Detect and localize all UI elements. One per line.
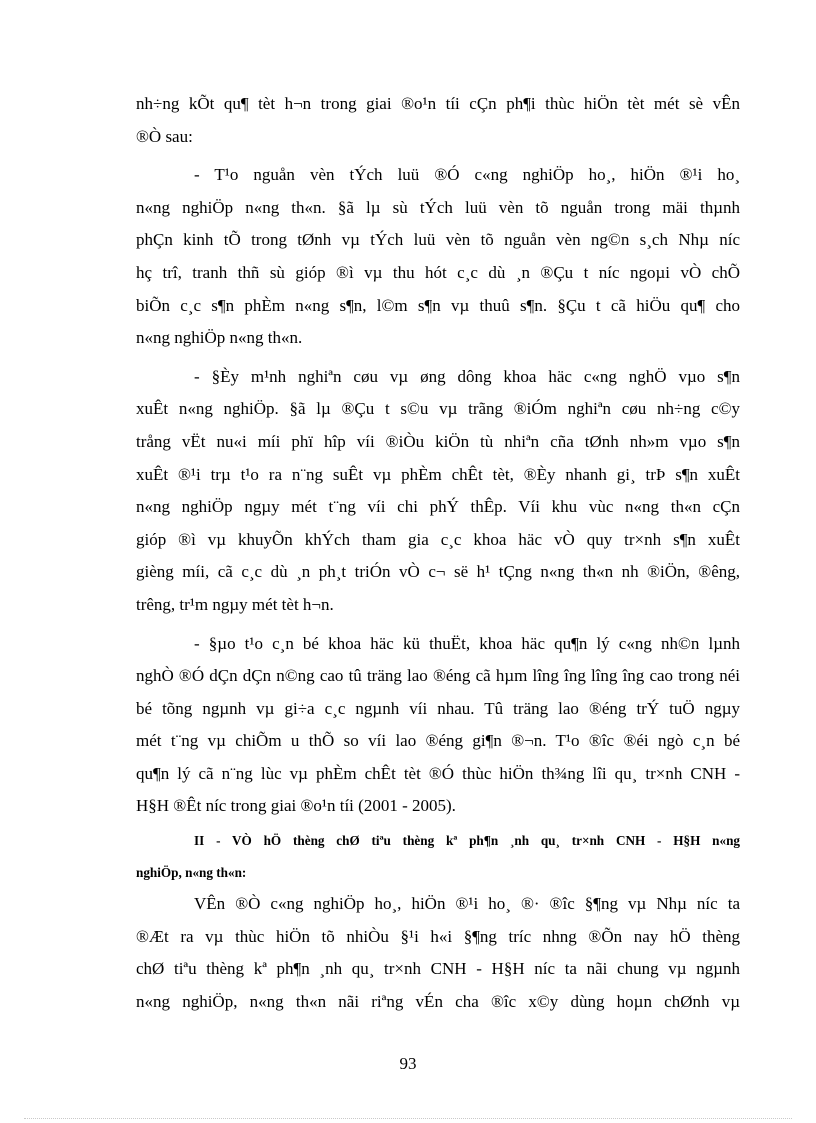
text-line: gièng míi, cã c¸c dù ¸n ph¸t triÓn vÒ c¬ së h¹ tÇng n«ng th«n nh ®iÖn, ®êng, xyxy=(136,562,740,582)
text-line: n«ng nghiÖp n«ng th«n. xyxy=(136,328,303,348)
text-line: n«ng nghiÖp, n«ng th«n nãi riªng vÉn cha ®îc x©y dùng hoµn chØnh vµ xyxy=(136,991,740,1011)
document-body xyxy=(136,88,740,1018)
paragraph-4 xyxy=(136,628,740,824)
text-line: phÇn kinh tÕ trong tØnh vµ tÝch luü vèn tõ nguån vèn ng©n s¸ch Nhµ níc xyxy=(136,230,740,250)
text-line: - T¹o nguån vèn tÝch luü ®Ó c«ng nghiÖp ho¸, hiÖn ®¹i ho¸ xyxy=(194,165,740,185)
section-heading xyxy=(136,825,740,888)
paragraph-2 xyxy=(136,159,740,355)
text-line: n«ng nghiÖp n«ng th«n. §ã lµ sù tÝch luü vèn tõ nguån trong mäi thµnh xyxy=(136,197,740,217)
text-line: qu¶n lý cã n¨ng lùc vµ phÈm chÊt tèt ®Ó thùc hiÖn th¾ng lîi qu¸ tr×nh CNH - xyxy=(136,763,740,783)
text-line: xuÊt ®¹i trµ t¹o ra n¨ng suÊt vµ phÈm chÊt tèt, ®Èy nhanh gi¸ trÞ s¶n xuÊt xyxy=(136,464,740,484)
paragraph-1 xyxy=(136,88,740,153)
text-line: biÕn c¸c s¶n phÈm n«ng s¶n, l©m s¶n vµ thuû s¶n. §Çu t cã hiÖu qu¶ cho xyxy=(136,295,740,315)
text-line: chØ tiªu thèng kª ph¶n ¸nh qu¸ tr×nh CNH - H§H níc ta nãi chung vµ ngµnh xyxy=(136,959,740,979)
text-line: nghÒ ®Ó dÇn dÇn n©ng cao tû träng lao ®éng cã hµm lîng îng lîng îng cao trong néi xyxy=(136,666,740,686)
text-line: mét t¨ng vµ chiÕm u thÕ so víi lao ®éng gi¶n ®¬n. T¹o ®îc ®éi ngò c¸n bé xyxy=(136,731,740,751)
text-line: bé tõng ngµnh vµ gi÷a c¸c ngµnh víi nhau. Tû träng lao ®éng trÝ tuÖ ngµy xyxy=(136,698,740,718)
heading-line: II - VÒ hÖ thèng chØ tiªu thèng kª ph¶n ¸nh qu¸ tr×nh CNH - H§H n«ng xyxy=(194,833,740,849)
text-line: ®Ò sau: xyxy=(136,126,193,146)
text-line: hç trî, tranh thñ sù gióp ®ì vµ thu hót c¸c dù ¸n ®Çu t níc ngoµi vÒ chÕ xyxy=(136,262,740,282)
text-line: - §Èy m¹nh nghiªn cøu vµ øng dông khoa häc c«ng nghÖ vµo s¶n xyxy=(194,366,740,386)
text-line: VÊn ®Ò c«ng nghiÖp ho¸, hiÖn ®¹i ho¸ ®· ®îc §¶ng vµ Nhµ níc ta xyxy=(194,894,740,914)
page-number: 93 xyxy=(399,1054,417,1073)
text-line: ®Æt ra vµ thùc hiÖn tõ nhiÒu §¹i h«i §¶ng tríc nhng ®Õn nay hÖ thèng xyxy=(136,926,740,946)
text-line: n«ng nghiÖp ngµy mét t¨ng víi chi phÝ thÊp. Víi khu vùc n«ng th«n cÇn xyxy=(136,497,740,517)
paragraph-5 xyxy=(136,888,740,1018)
text-line: - §µo t¹o c¸n bé khoa häc kü thuËt, khoa häc qu¶n lý c«ng nh©n lµnh xyxy=(194,633,740,653)
text-line: nh÷ng kÕt qu¶ tèt h¬n trong giai ®o¹n tíi cÇn ph¶i thùc hiÖn tèt mét sè vÊn xyxy=(136,94,740,113)
text-line: H§H ®Êt níc trong giai ®o¹n tíi (2001 - 2005). xyxy=(136,796,456,816)
paragraph-3 xyxy=(136,361,740,622)
text-line: gióp ®ì vµ khuyÕn khÝch tham gia c¸c khoa häc vÒ quy tr×nh s¶n xuÊt xyxy=(136,529,740,549)
text-line: trång vËt nu«i míi phï hîp víi ®iÒu kiÖn tù nhiªn cña tØnh nh»m vµo s¶n xyxy=(136,431,740,451)
text-line: xuÊt n«ng nghiÖp. §ã lµ ®Çu t s©u vµ trãng ®iÓm nghiªn cøu nh÷ng c©y xyxy=(136,399,740,419)
text-line: trêng, tr¹m ngµy mét tèt h¬n. xyxy=(136,594,334,614)
page-bottom-divider xyxy=(24,1118,792,1119)
heading-line: nghiÖp, n«ng th«n: xyxy=(136,864,247,880)
